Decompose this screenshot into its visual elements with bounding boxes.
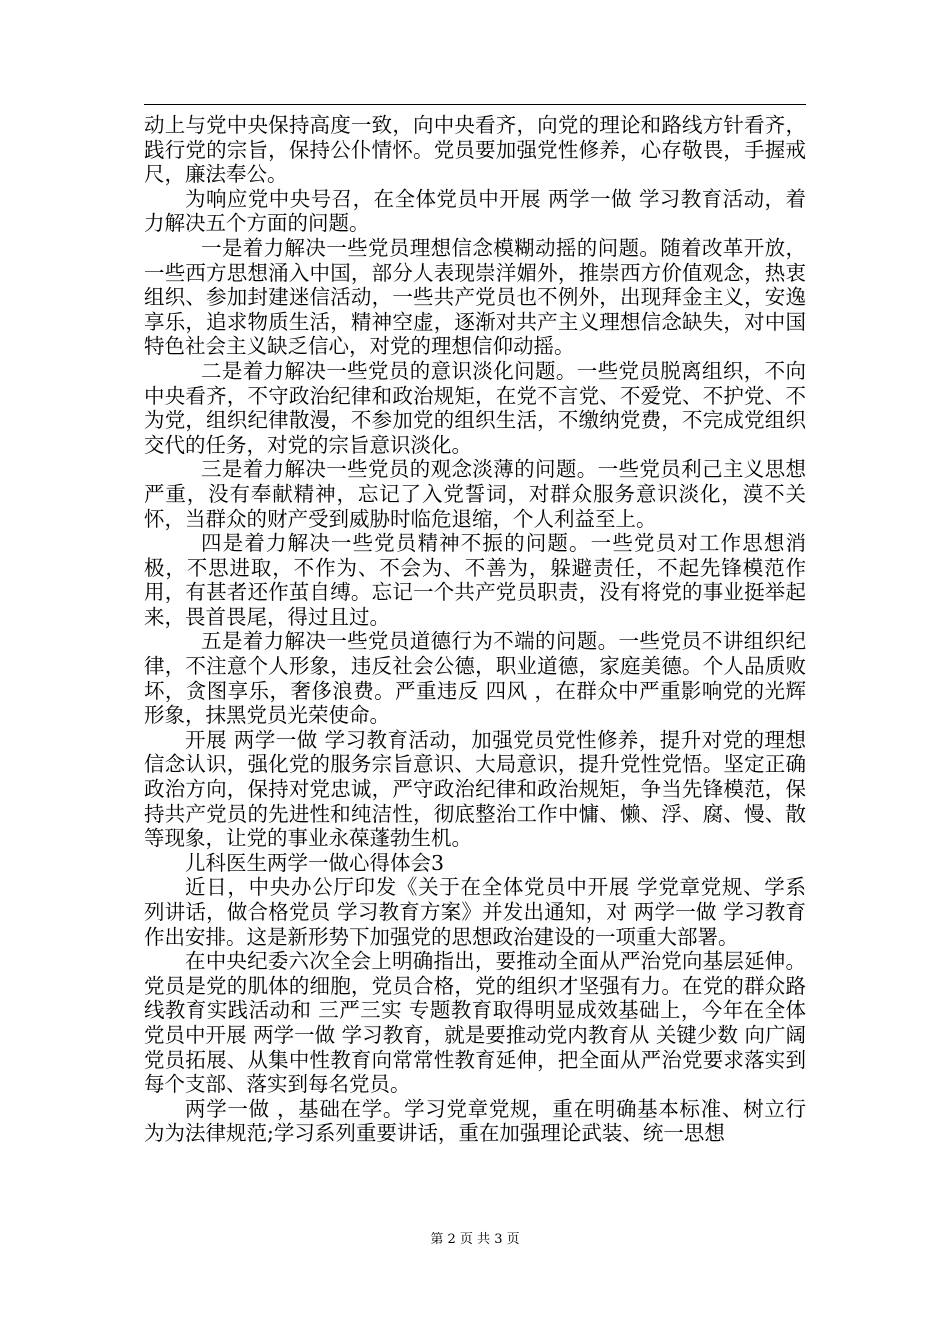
paragraph: 一是着力解决一些党员理想信念模糊动摇的问题。随着改革开放，一些西方思想涌入中国，部分人表现崇洋媚外，推崇西方价值观念，热衷组织、参加封建迷信活动，一些共产党员也不例外，出现拜金主义，安逸享乐，追求物质生活，精神空虚，逐渐对共产主义理想信念缺失，对中国特色社会主义缺乏信心，对党的理想信仰动摇。	[144, 235, 806, 359]
header-rule	[144, 104, 806, 105]
page-number: 第 2 页 共 3 页	[430, 1232, 520, 1247]
paragraph: 近日，中央办公厅印发《关于在全体党员中开展 学党章党规、学系列讲话，做合格党员 学习教育方案》并发出通知，对 两学一做 学习教育作出安排。这是新形势下加强党的思想政治建设的一项重大部署。	[144, 875, 806, 949]
paragraph: 开展 两学一做 学习教育活动，加强党员党性修养，提升对党的理想信念认识，强化党的服务宗旨意识、大局意识，提升党性党悟。坚定正确政治方向，保持对党忠诚，严守政治纪律和政治规矩，争当先锋模范，保持共产党员的先进性和纯洁性，彻底整治工作中慵、懒、浮、腐、慢、散 等现象，让党的事业永葆蓬勃生机。	[144, 727, 806, 851]
paragraph: 在中央纪委六次全会上明确指出，要推动全面从严治党向基层延伸。党员是党的肌体的细胞，党员合格，党的组织才坚强有力。在党的群众路线教育实践活动和 三严三实 专题教育取得明显成效基础上，今年在全体党员中开展 两学一做 学习教育，就是要推动党内教育从 关键少数 向广阔党员拓展、从集中性教育向常常性教育延伸，把全面从严治党要求落实到每个支部、落实到每名党员。	[144, 949, 806, 1097]
document-body	[144, 113, 806, 1146]
paragraph: 两学一做 ，基础在学。学习党章党规，重在明确基本标准、树立行为为法律规范;学习系列重要讲话，重在加强理论武装、统一思想	[144, 1096, 806, 1146]
paragraph: 动上与党中央保持高度一致，向中央看齐，向党的理论和路线方针看齐，践行党的宗旨，保持公仆情怀。党员要加强党性修养，心存敬畏，手握戒尺，廉法奉公。	[144, 113, 806, 187]
section-heading: 儿科医生两学一做心得体会3	[185, 850, 445, 875]
paragraph: 四是着力解决一些党员精神不振的问题。一些党员对工作思想消极，不思进取，不作为、不会为、不善为，躲避责任，不起先锋模范作用，有甚者还作茧自缚。忘记一个共产党员职责，没有将党的事业挺举起来，畏首畏尾，得过且过。	[144, 531, 806, 629]
paragraph: 五是着力解决一些党员道德行为不端的问题。一些党员不讲组织纪律，不注意个人形象，违反社会公德，职业道德，家庭美德。个人品质败坏，贪图享乐，奢侈浪费。严重违反 四风 ，在群众中严重影响党的光辉形象，抹黑党员光荣使命。	[144, 629, 806, 728]
paragraph: 为响应党中央号召，在全体党员中开展 两学一做 学习教育活动，着力解决五个方面的问题。	[144, 186, 806, 236]
paragraph: 二是着力解决一些党员的意识淡化问题。一些党员脱离组织，不向中央看齐，不守政治纪律和政治规矩，在党不言党、不爱党、不护党、不为党，组织纪律散漫，不参加党的组织生活，不缴纳党费，不完成党组织交代的任务，对党的宗旨意识淡化。	[144, 358, 806, 457]
paragraph: 三是着力解决一些党员的观念淡薄的问题。一些党员利己主义思想严重，没有奉献精神，忘记了入党誓词，对群众服务意识淡化，漠不关怀，当群众的财产受到威胁时临危退缩，个人利益至上。	[144, 457, 806, 531]
